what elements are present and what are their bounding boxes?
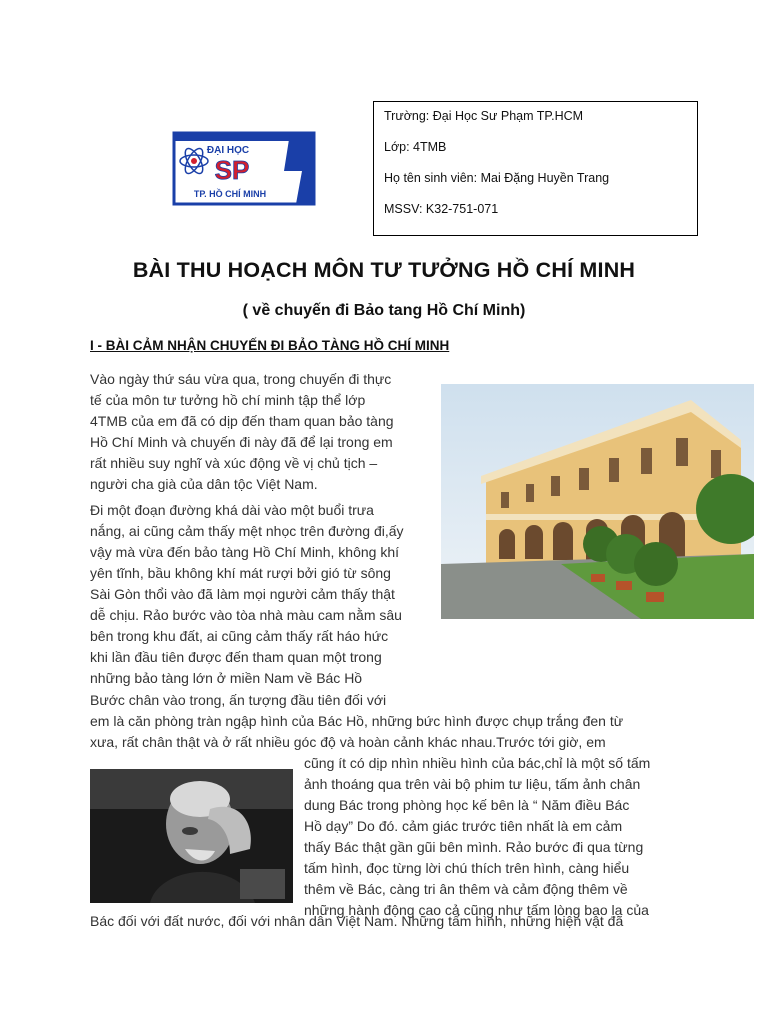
paragraph-line: những hành động cao cả cũng như tấm lòng bao la của — [304, 902, 649, 918]
class-line: Lớp: 4TMB — [384, 140, 447, 154]
paragraph-line: tế của môn tư tưởng hồ chí minh tập thể lớp — [90, 392, 366, 408]
paragraph-line: ảnh thoáng qua trên vài bộ phim tư liệu, tấm ảnh chân — [304, 776, 641, 792]
paragraph-line: Vào ngày thứ sáu vừa qua, trong chuyến đi thực — [90, 371, 392, 387]
paragraph-line: Bước chân vào trong, ấn tượng đầu tiên đối với — [90, 692, 387, 708]
paragraph-line: Hồ Chí Minh và chuyến đi này đã để lại trong em — [90, 434, 393, 450]
student-info-box — [373, 101, 698, 236]
page-subtitle: ( về chuyến đi Bảo tang Hồ Chí Minh) — [242, 302, 526, 319]
paragraph-line: thấy Bác thật gần gũi bên mình. Rảo bước đi qua từng — [304, 839, 644, 855]
paragraph-3-top — [90, 690, 623, 753]
paragraph-line: em là căn phòng tràn ngập hình của Bác Hồ, những bức hình được chụp trắng đen từ — [90, 713, 624, 729]
logo-bottom-text: TP. HỒ CHÍ MINH — [193, 189, 267, 199]
paragraph-line: tấm hình, đọc từng lời chú thích trên hình, càng hiểu — [304, 860, 630, 876]
paragraph-line: rất nhiều suy nghĩ và xúc động về vị chủ tịch – — [90, 455, 378, 471]
university-logo — [172, 131, 316, 206]
paragraph-1 — [90, 369, 394, 495]
paragraph-line: Bác đối với đất nước, đối với nhân dân Việt Nam. Những tấm hình, những hiện vật đã — [90, 913, 624, 929]
section-heading: I - BÀI CẢM NHẬN CHUYẾN ĐI BẢO TÀNG HỒ CHÍ MINH — [90, 338, 450, 353]
page-title: BÀI THU HOẠCH MÔN TƯ TƯỞNG HỒ CHÍ MINH — [132, 258, 636, 282]
school-line: Trường: Đại Học Sư Phạm TP.HCM — [384, 109, 584, 123]
paragraph-line: nắng, ai cũng cảm thấy mệt nhọc trên đường đi,ấy — [90, 523, 404, 539]
logo-abbr: SP — [214, 155, 250, 185]
paragraph-2 — [90, 500, 404, 689]
paragraph-line: vậy mà vừa đến bảo tàng Hồ Chí Minh, không khí — [90, 544, 399, 560]
paragraph-3-middle — [304, 753, 650, 921]
mssv-line: MSSV: K32-751-071 — [384, 202, 499, 216]
paragraph-line: dễ chịu. Rảo bước vào tòa nhà màu cam nằm sâu — [90, 607, 402, 623]
paragraph-line: Đi một đoạn đường khá dài vào một buổi trưa — [90, 502, 374, 518]
paragraph-line: người cha già của dân tộc Việt Nam. — [90, 476, 318, 492]
paragraph-line: những bảo tàng lớn ở miền Nam về Bác Hồ — [90, 670, 363, 686]
paragraph-3-bottom — [90, 911, 623, 932]
paragraph-line: khi lần đầu tiên được đến tham quan một trong — [90, 649, 382, 665]
paragraph-line: dung Bác trong phòng học kế bên là “ Năm điều Bác — [304, 797, 630, 813]
paragraph-line: 4TMB của em đã có dịp đến tham quan bảo tàng — [90, 413, 394, 429]
paragraph-line: cũng ít có dịp nhìn nhiều hình của bác,chỉ là một số tấm — [304, 755, 651, 771]
paragraph-line: xưa, rất chân thật và ở rất nhiều góc độ và hoàn cảnh khác nhau.Trước tới giờ, em — [90, 734, 606, 750]
logo-top-text: ĐẠI HỌC — [206, 145, 250, 156]
paragraph-line: Hồ dạy” Do đó. cảm giác trước tiên nhất là em cảm — [304, 818, 623, 834]
paragraph-line: yên tĩnh, bầu không khí mát rượi bởi gió từ sông — [90, 565, 391, 581]
paragraph-line: bên trong khu đất, ai cũng cảm thấy rất háo hức — [90, 628, 389, 644]
paragraph-line: Sài Gòn thổi vào đã làm mọi người cảm thấy thật — [90, 586, 395, 602]
paragraph-line: thêm về Bác, càng tri ân thêm và cảm động thêm về — [304, 881, 628, 897]
museum-building-photo — [441, 384, 754, 619]
portrait-photo — [90, 769, 293, 903]
student-name-line: Họ tên sinh viên: Mai Đặng Huyền Trang — [384, 171, 610, 185]
